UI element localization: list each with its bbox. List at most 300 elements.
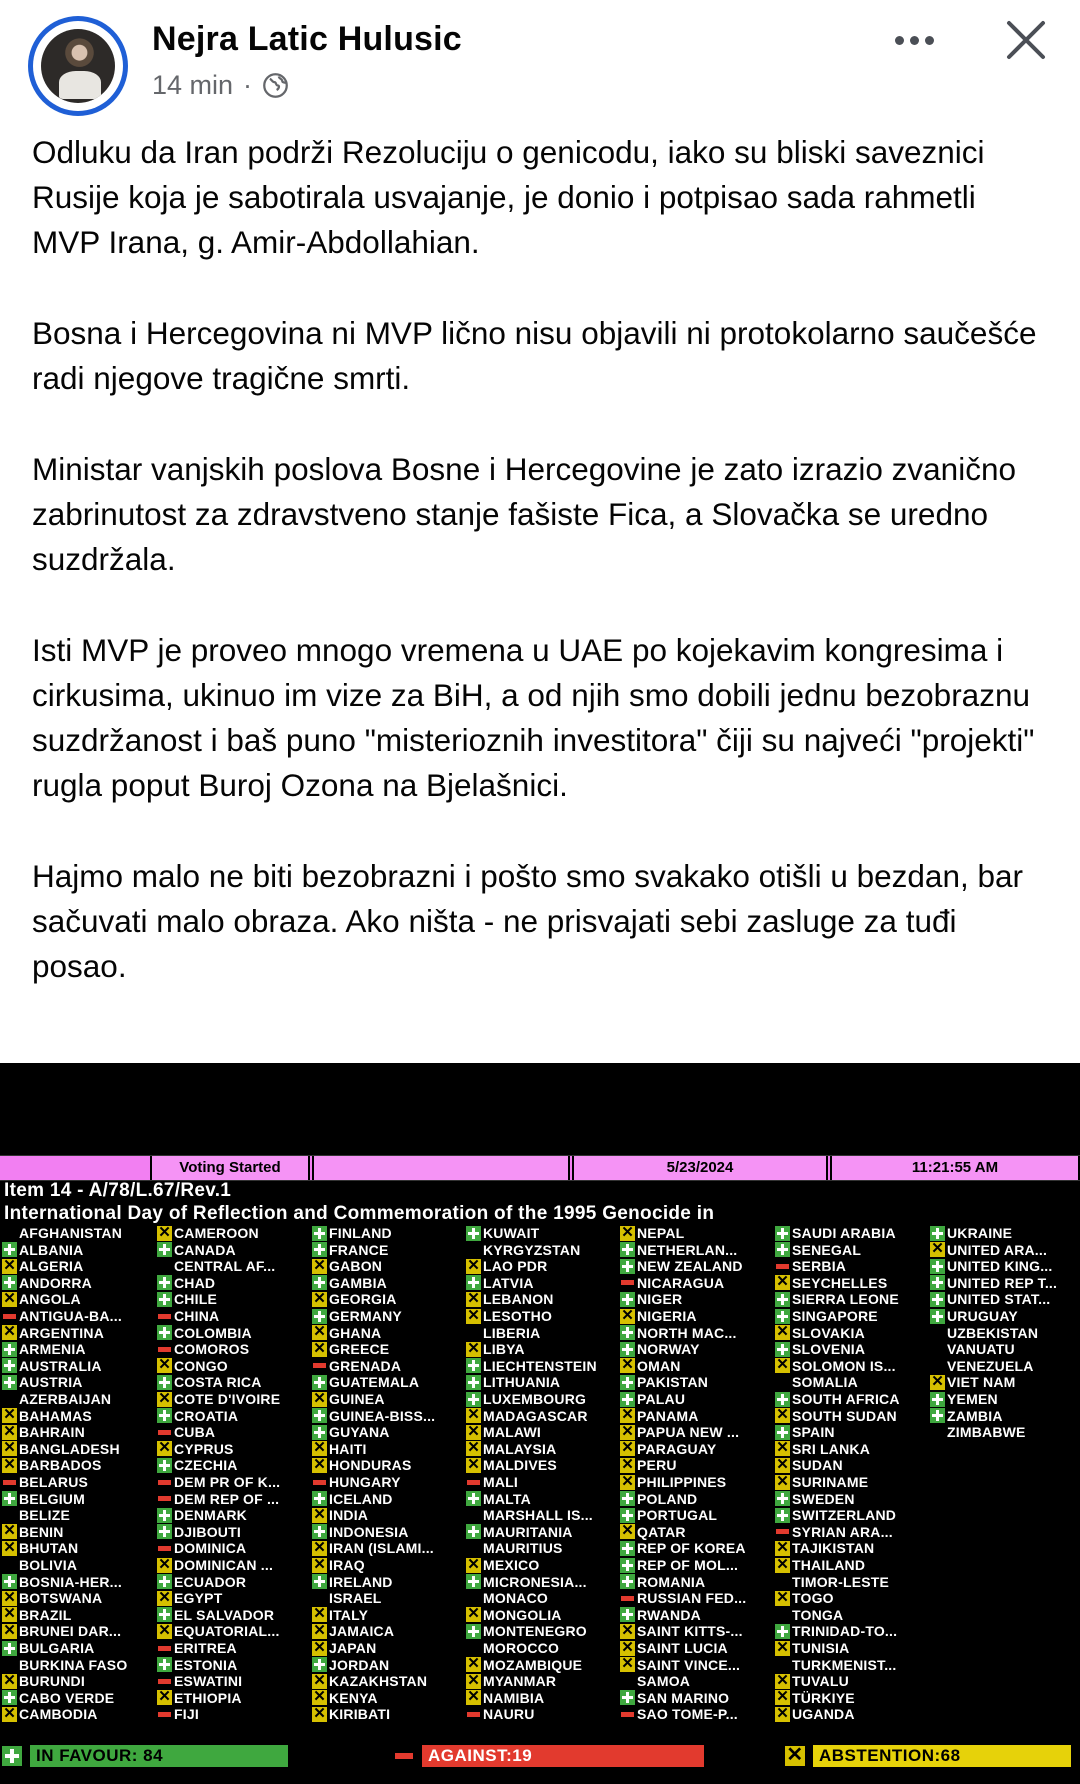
- plus-icon: [775, 1242, 790, 1257]
- country-vote-row: [466, 1524, 573, 1540]
- cross-icon: [620, 1425, 635, 1440]
- cross-icon: [775, 1475, 790, 1490]
- country-vote-row: [620, 1657, 740, 1673]
- country-name: SUDAN: [792, 1457, 843, 1474]
- country-vote-row: [620, 1457, 677, 1473]
- country-vote-row: [312, 1673, 427, 1689]
- plus-icon: [157, 1375, 172, 1390]
- minus-icon: [157, 1491, 172, 1506]
- country-vote-row: [2, 1242, 83, 1258]
- country-vote-row: [466, 1291, 554, 1307]
- country-vote-row: [930, 1325, 1038, 1341]
- blank-icon: [466, 1508, 481, 1523]
- country-name: SIERRA LEONE: [792, 1291, 899, 1308]
- country-vote-row: [157, 1358, 228, 1374]
- blank-icon: [775, 1657, 790, 1672]
- country-name: CZECHIA: [174, 1457, 238, 1474]
- plus-icon: [620, 1325, 635, 1340]
- country-name: RWANDA: [637, 1606, 701, 1623]
- total-against: [394, 1744, 704, 1768]
- cross-icon: [466, 1342, 481, 1357]
- plus-icon: [312, 1226, 327, 1241]
- cross-icon: [466, 1408, 481, 1423]
- country-vote-row: [775, 1457, 843, 1473]
- post-paragraph: Isti MVP je proveo mnogo vremena u UAE po kojekavim kongresima i cirkusima, ukinuo im vize za BiH, a od njih smo dobili jednu bezobraznu suzdržanost i baš puno "misterioznih investitora" čiji su najveći "projekti" rugla poput Buroj Ozona na Bjelašnici.: [32, 632, 1035, 803]
- cross-icon: [620, 1358, 635, 1373]
- country-name: NIGERIA: [637, 1308, 697, 1324]
- cross-icon: [775, 1591, 790, 1606]
- country-vote-row: [466, 1408, 588, 1424]
- country-vote-row: [157, 1275, 215, 1291]
- abstention-count: ABSTENTION:68: [819, 1746, 961, 1765]
- plus-icon: [775, 1392, 790, 1407]
- more-dot-icon: [925, 36, 934, 45]
- country-vote-row: [775, 1474, 868, 1490]
- blank-icon: [2, 1657, 17, 1672]
- country-name: JAMAICA: [329, 1623, 395, 1640]
- cross-icon: [312, 1392, 327, 1407]
- plus-icon: [466, 1524, 481, 1539]
- country-vote-row: [775, 1491, 855, 1507]
- plus-icon: [620, 1508, 635, 1523]
- plus-icon: [157, 1292, 172, 1307]
- country-vote-row: [466, 1341, 525, 1357]
- country-vote-row: [930, 1258, 1052, 1274]
- cross-icon: [312, 1541, 327, 1556]
- country-name: HONDURAS: [329, 1457, 412, 1474]
- country-vote-row: [775, 1325, 865, 1341]
- blank-icon: [2, 1392, 17, 1407]
- country-vote-row: [2, 1557, 77, 1573]
- country-vote-row: [466, 1424, 541, 1440]
- country-name: MONACO: [483, 1590, 548, 1607]
- cross-icon: [2, 1458, 17, 1473]
- country-vote-row: [620, 1706, 738, 1722]
- country-vote-row: [620, 1507, 717, 1523]
- country-name: PANAMA: [637, 1407, 699, 1424]
- vote-time: 11:21:55 AM: [830, 1156, 1080, 1180]
- country-name: BOSNIA-HER...: [19, 1573, 122, 1590]
- country-vote-row: [2, 1673, 85, 1689]
- country-name: UKRAINE: [947, 1225, 1013, 1241]
- minus-icon: [157, 1425, 172, 1440]
- country-name: IRAN (ISLAMI...: [329, 1540, 434, 1557]
- country-vote-row: [312, 1557, 365, 1573]
- cross-icon: [312, 1674, 327, 1689]
- country-vote-row: [157, 1524, 241, 1540]
- country-vote-row: [157, 1491, 279, 1507]
- country-name: BULGARIA: [19, 1640, 95, 1656]
- resolution-title: International Day of Reflection and Commemoration of the 1995 Genocide in: [4, 1203, 715, 1224]
- country-vote-row: [466, 1275, 534, 1291]
- country-vote-row: [312, 1540, 434, 1556]
- cross-icon: [466, 1690, 481, 1705]
- country-vote-row: [157, 1325, 252, 1341]
- country-name: NAMIBIA: [483, 1689, 545, 1706]
- country-name: KIRIBATI: [329, 1706, 391, 1723]
- cross-icon: [775, 1325, 790, 1340]
- cross-icon: [620, 1641, 635, 1656]
- country-vote-row: [157, 1457, 238, 1473]
- country-vote-row: [620, 1524, 686, 1540]
- country-name: MARSHALL IS...: [483, 1507, 593, 1524]
- country-name: TUVALU: [792, 1673, 849, 1690]
- plus-icon: [466, 1358, 481, 1373]
- country-name: BURKINA FASO: [19, 1656, 128, 1673]
- country-vote-row: [775, 1391, 900, 1407]
- minus-icon: [2, 1309, 17, 1324]
- avatar[interactable]: [28, 16, 128, 116]
- blank-icon: [930, 1358, 945, 1373]
- plus-icon: [775, 1624, 790, 1639]
- country-name: COSTA RICA: [174, 1374, 262, 1391]
- country-name: INDONESIA: [329, 1523, 409, 1540]
- country-name: ALBANIA: [19, 1241, 84, 1258]
- country-name: PERU: [637, 1457, 677, 1474]
- country-name: COMOROS: [174, 1341, 250, 1358]
- plus-icon: [312, 1524, 327, 1539]
- country-name: BURUNDI: [19, 1673, 85, 1690]
- plus-icon: [157, 1325, 172, 1340]
- country-name: EL SALVADOR: [174, 1606, 275, 1623]
- cross-icon: [2, 1591, 17, 1606]
- minus-icon: [466, 1475, 481, 1490]
- country-name: ESTONIA: [174, 1656, 238, 1673]
- plus-icon: [620, 1607, 635, 1622]
- cross-icon: [466, 1292, 481, 1307]
- favour-count: IN FAVOUR: 84: [36, 1746, 164, 1765]
- country-name: PARAGUAY: [637, 1440, 717, 1457]
- country-name: UNITED KING...: [947, 1258, 1053, 1275]
- country-vote-row: [930, 1391, 998, 1407]
- country-vote-row: [775, 1507, 896, 1523]
- country-vote-row: [2, 1540, 78, 1556]
- minus-icon: [2, 1475, 17, 1490]
- plus-icon: [157, 1242, 172, 1257]
- country-vote-row: [2, 1225, 122, 1241]
- country-name: OMAN: [637, 1357, 681, 1374]
- minus-icon: [157, 1475, 172, 1490]
- plus-icon: [2, 1375, 17, 1390]
- country-name: SAO TOME-P...: [637, 1706, 738, 1723]
- country-name: BANGLADESH: [19, 1440, 120, 1457]
- country-vote-row: [930, 1424, 1026, 1440]
- country-vote-row: [775, 1374, 858, 1390]
- cross-icon: [775, 1458, 790, 1473]
- country-name: SWEDEN: [792, 1490, 855, 1507]
- country-vote-row: [312, 1374, 419, 1390]
- country-name: BARBADOS: [19, 1457, 102, 1474]
- country-vote-row: [620, 1291, 682, 1307]
- country-vote-row: [620, 1640, 728, 1656]
- country-vote-row: [157, 1673, 242, 1689]
- country-vote-row: [2, 1308, 122, 1324]
- cross-icon: [775, 1441, 790, 1456]
- country-vote-row: [466, 1557, 539, 1573]
- country-vote-row: [157, 1590, 222, 1606]
- plus-icon: [620, 1292, 635, 1307]
- country-vote-row: [157, 1308, 219, 1324]
- country-vote-row: [620, 1391, 685, 1407]
- post-paragraph: Bosna i Hercegovina ni MVP lično nisu objavili ni protokolarno saučešće radi njegove tragične smrti.: [32, 315, 1037, 396]
- country-vote-row: [930, 1374, 1016, 1390]
- cross-icon: [2, 1408, 17, 1423]
- country-name: YEMEN: [947, 1391, 998, 1407]
- country-vote-row: [620, 1673, 690, 1689]
- cross-icon: [157, 1441, 172, 1456]
- country-name: UGANDA: [792, 1706, 855, 1723]
- country-name: BAHAMAS: [19, 1407, 92, 1424]
- plus-icon: [930, 1275, 945, 1290]
- plus-icon: [466, 1392, 481, 1407]
- country-vote-row: [312, 1341, 389, 1357]
- minus-icon: [312, 1475, 327, 1490]
- country-vote-row: [775, 1358, 896, 1374]
- blank-icon: [466, 1641, 481, 1656]
- country-name: BOTSWANA: [19, 1590, 103, 1607]
- cross-icon: [775, 1358, 790, 1373]
- cross-icon: [2, 1441, 17, 1456]
- plus-icon: [2, 1242, 17, 1257]
- country-vote-row: [312, 1275, 387, 1291]
- country-vote-row: [312, 1308, 402, 1324]
- country-vote-row: [2, 1690, 114, 1706]
- country-name: CANADA: [174, 1241, 236, 1258]
- country-vote-row: [2, 1574, 122, 1590]
- blank-icon: [930, 1425, 945, 1440]
- plus-icon: [930, 1309, 945, 1324]
- cross-icon: [312, 1458, 327, 1473]
- country-name: SYRIAN ARA...: [792, 1523, 893, 1540]
- country-name: BHUTAN: [19, 1540, 79, 1557]
- country-vote-row: [312, 1441, 367, 1457]
- country-name: MICRONESIA...: [483, 1573, 587, 1590]
- cross-icon: [466, 1425, 481, 1440]
- country-vote-row: [312, 1574, 393, 1590]
- country-vote-row: [2, 1325, 104, 1341]
- country-vote-row: [620, 1540, 746, 1556]
- country-name: CROATIA: [174, 1407, 239, 1424]
- plus-icon: [620, 1392, 635, 1407]
- country-vote-row: [620, 1491, 697, 1507]
- plus-icon: [2, 1641, 17, 1656]
- country-vote-row: [466, 1374, 560, 1390]
- close-icon[interactable]: [1000, 14, 1052, 66]
- country-vote-row: [312, 1640, 376, 1656]
- country-name: URUGUAY: [947, 1308, 1018, 1324]
- cross-icon: [775, 1690, 790, 1705]
- country-vote-row: [466, 1540, 563, 1556]
- country-name: GEORGIA: [329, 1291, 397, 1308]
- country-name: DJIBOUTI: [174, 1523, 241, 1540]
- country-vote-row: [775, 1706, 855, 1722]
- country-name: LEBANON: [483, 1291, 554, 1308]
- country-vote-row: [620, 1325, 737, 1341]
- country-vote-row: [312, 1690, 378, 1706]
- country-vote-row: [157, 1374, 262, 1390]
- country-vote-row: [466, 1623, 587, 1639]
- country-vote-row: [620, 1308, 697, 1324]
- country-vote-row: [775, 1225, 896, 1241]
- country-vote-row: [775, 1673, 849, 1689]
- country-name: SAINT KITTS-...: [637, 1623, 743, 1640]
- country-vote-row: [312, 1358, 401, 1374]
- country-vote-row: [157, 1424, 215, 1440]
- country-name: SRI LANKA: [792, 1440, 871, 1457]
- cross-icon: [620, 1441, 635, 1456]
- country-name: SAMOA: [637, 1673, 691, 1690]
- plus-icon: [312, 1408, 327, 1423]
- country-name: SLOVENIA: [792, 1341, 866, 1358]
- country-vote-row: [466, 1474, 518, 1490]
- blank-icon: [2, 1226, 17, 1241]
- country-vote-row: [312, 1623, 394, 1639]
- cross-icon: [775, 1558, 790, 1573]
- minus-icon: [775, 1259, 790, 1274]
- plus-icon: [775, 1292, 790, 1307]
- blank-icon: [930, 1342, 945, 1357]
- country-name: SURINAME: [792, 1474, 869, 1490]
- blank-icon: [930, 1325, 945, 1340]
- country-vote-row: [775, 1242, 861, 1258]
- minus-icon: [157, 1674, 172, 1689]
- country-vote-row: [157, 1574, 246, 1590]
- country-vote-row: [157, 1657, 237, 1673]
- country-name: PAKISTAN: [637, 1374, 709, 1391]
- minus-icon: [394, 1746, 414, 1766]
- country-name: AUSTRALIA: [19, 1357, 102, 1374]
- country-vote-row: [466, 1491, 531, 1507]
- plus-icon: [466, 1624, 481, 1639]
- country-name: MOROCCO: [483, 1640, 560, 1656]
- country-name: MALAWI: [483, 1424, 541, 1441]
- country-vote-row: [466, 1640, 559, 1656]
- country-vote-row: [312, 1258, 382, 1274]
- country-name: SINGAPORE: [792, 1308, 878, 1324]
- country-vote-row: [466, 1308, 552, 1324]
- globe-icon[interactable]: [262, 72, 289, 99]
- country-name: LUXEMBOURG: [483, 1391, 587, 1407]
- blank-icon: [620, 1674, 635, 1689]
- plus-icon: [2, 1690, 17, 1705]
- country-name: AZERBAIJAN: [19, 1391, 112, 1407]
- country-name: TOGO: [792, 1590, 834, 1607]
- more-options-button[interactable]: [890, 20, 938, 60]
- country-name: MAURITANIA: [483, 1523, 573, 1540]
- country-vote-row: [157, 1341, 249, 1357]
- country-vote-row: [775, 1640, 849, 1656]
- country-name: LAO PDR: [483, 1258, 548, 1275]
- country-vote-row: [466, 1441, 556, 1457]
- country-vote-row: [620, 1341, 700, 1357]
- cross-icon: [620, 1624, 635, 1639]
- against-count: AGAINST:19: [428, 1746, 533, 1765]
- author-name[interactable]: Nejra Latic Hulusic: [152, 20, 462, 58]
- country-name: INDIA: [329, 1507, 369, 1524]
- country-name: ZAMBIA: [947, 1407, 1003, 1424]
- plus-icon: [312, 1242, 327, 1257]
- country-name: CONGO: [174, 1357, 228, 1374]
- country-name: GRENADA: [329, 1357, 402, 1374]
- country-vote-row: [775, 1657, 897, 1673]
- country-vote-row: [157, 1507, 247, 1523]
- country-vote-row: [312, 1474, 401, 1490]
- plus-icon: [312, 1657, 327, 1672]
- cross-icon: [930, 1242, 945, 1257]
- country-vote-row: [620, 1623, 743, 1639]
- country-name: LIECHTENSTEIN: [483, 1357, 597, 1374]
- cross-icon: [2, 1624, 17, 1639]
- country-vote-row: [2, 1291, 81, 1307]
- country-name: IRAQ: [329, 1557, 365, 1573]
- voting-board-image[interactable]: [0, 1063, 1080, 1784]
- plus-icon: [312, 1375, 327, 1390]
- country-vote-row: [312, 1242, 389, 1258]
- country-vote-row: [466, 1391, 586, 1407]
- country-name: MONTENEGRO: [483, 1623, 587, 1640]
- country-vote-row: [2, 1524, 64, 1540]
- minus-icon: [620, 1707, 635, 1722]
- country-vote-row: [2, 1408, 92, 1424]
- country-name: VENEZUELA: [947, 1357, 1034, 1374]
- country-name: GAMBIA: [329, 1274, 387, 1291]
- post-paragraph: Odluku da Iran podrži Rezoluciju o genicodu, iako su bliski saveznici Rusije koja je sabotirala usvajanje, je donio i potpisao sada rahmetli MVP Irana, g. Amir-Abdollahian.: [32, 134, 985, 260]
- country-name: ARGENTINA: [19, 1324, 105, 1341]
- country-vote-row: [312, 1391, 385, 1407]
- country-vote-row: [930, 1408, 1003, 1424]
- post-text: [32, 130, 1052, 1035]
- country-name: JAPAN: [329, 1640, 377, 1656]
- country-name: SOUTH AFRICA: [792, 1391, 900, 1407]
- country-vote-row: [620, 1557, 738, 1573]
- cross-icon: [2, 1425, 17, 1440]
- country-name: KENYA: [329, 1689, 378, 1706]
- country-vote-row: [157, 1258, 275, 1274]
- cross-icon: [312, 1558, 327, 1573]
- country-vote-row: [775, 1557, 865, 1573]
- country-vote-row: [466, 1590, 548, 1606]
- country-vote-row: [466, 1225, 539, 1241]
- plus-icon: [620, 1690, 635, 1705]
- country-name: EQUATORIAL...: [174, 1623, 280, 1640]
- country-name: DOMINICAN ...: [174, 1557, 274, 1573]
- country-vote-row: [2, 1374, 83, 1390]
- country-vote-row: [2, 1507, 70, 1523]
- country-name: NAURU: [483, 1706, 535, 1723]
- plus-icon: [312, 1574, 327, 1589]
- country-name: AUSTRIA: [19, 1374, 83, 1391]
- country-name: GUATEMALA: [329, 1374, 420, 1391]
- cross-icon: [157, 1690, 172, 1705]
- country-vote-row: [466, 1457, 557, 1473]
- country-name: THAILAND: [792, 1557, 866, 1573]
- country-vote-row: [775, 1341, 865, 1357]
- country-vote-row: [775, 1540, 874, 1556]
- country-name: NORTH MAC...: [637, 1324, 737, 1341]
- post-time[interactable]: 14 min: [152, 70, 234, 100]
- country-name: JORDAN: [329, 1656, 390, 1673]
- country-name: KAZAKHSTAN: [329, 1673, 428, 1690]
- country-vote-row: [157, 1474, 280, 1490]
- more-dot-icon: [895, 36, 904, 45]
- blank-icon: [466, 1591, 481, 1606]
- country-name: TÜRKIYE: [792, 1689, 855, 1706]
- country-vote-row: [466, 1258, 547, 1274]
- post-header: [0, 0, 1080, 120]
- country-name: VANUATU: [947, 1341, 1015, 1358]
- cross-icon: [466, 1657, 481, 1672]
- cross-icon: [775, 1408, 790, 1423]
